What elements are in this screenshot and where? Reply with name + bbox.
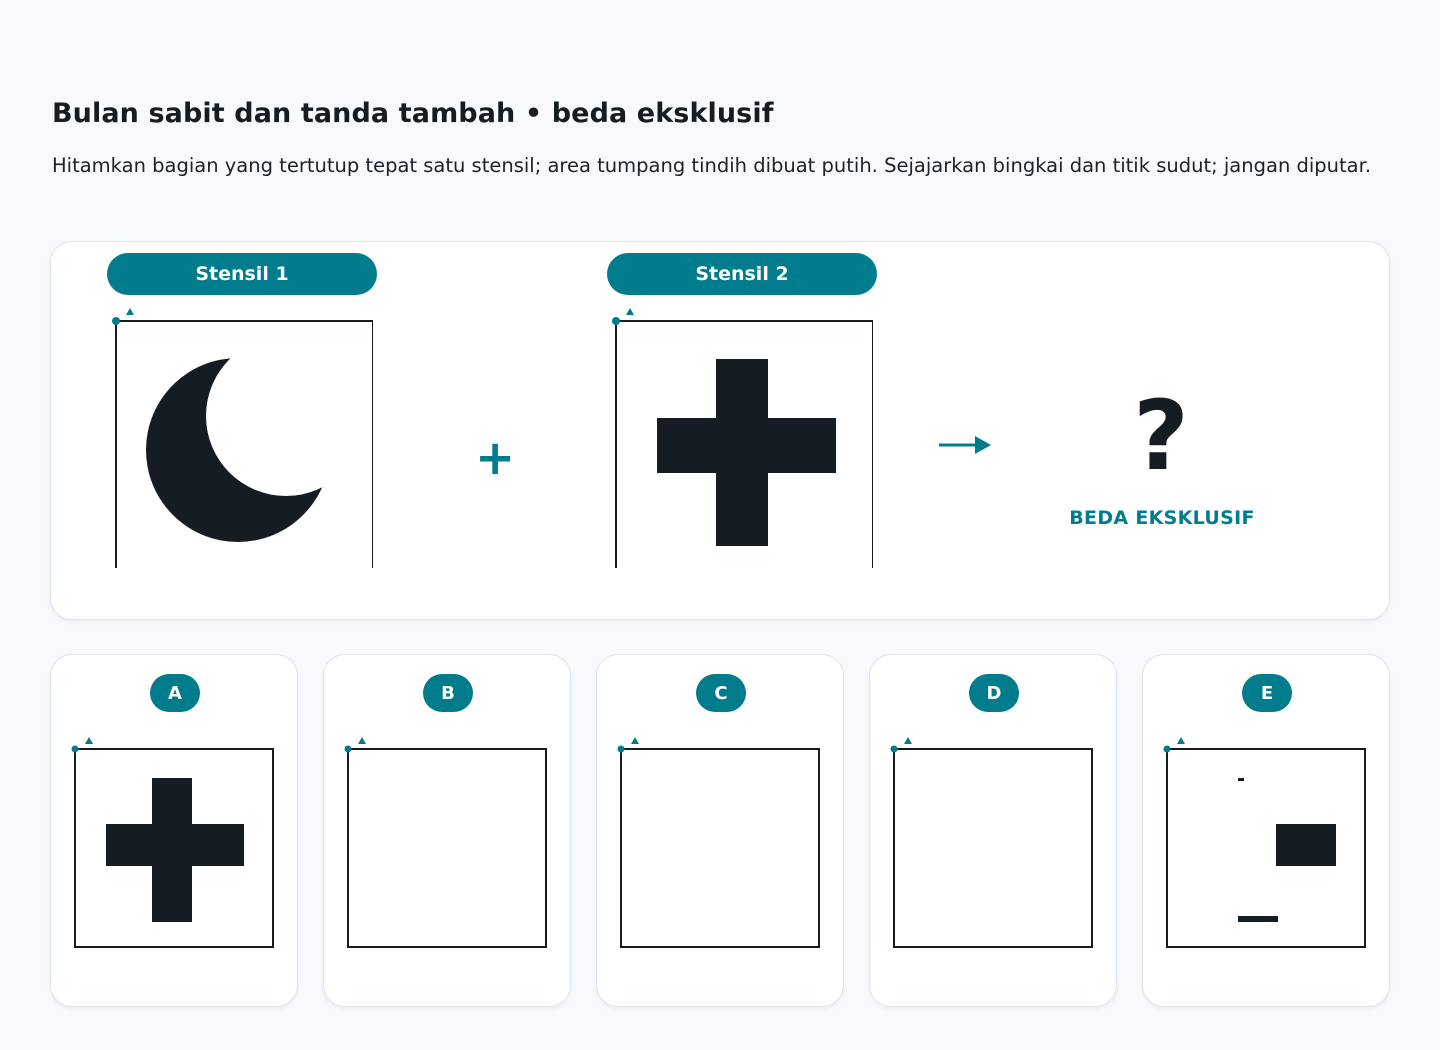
corner-dot-icon bbox=[1164, 746, 1171, 753]
option-a-figure bbox=[69, 737, 275, 949]
answer-option-a[interactable] bbox=[50, 654, 298, 1007]
instructions-text: Hitamkan bagian yang tertutup tepat satu stensil; area tumpang tindih dibuat putih. Sejajarkan bingkai dan titik sudut; jangan diputar. bbox=[52, 154, 1372, 177]
crescent-shape bbox=[109, 304, 373, 568]
orientation-triangle-icon bbox=[358, 737, 366, 744]
answer-option-c[interactable] bbox=[596, 654, 844, 1007]
option-letter-badge: C bbox=[696, 674, 746, 712]
arrow-right-icon bbox=[937, 432, 993, 458]
stencil-2-plus bbox=[609, 304, 873, 568]
stencil-2-label: Stensil 2 bbox=[607, 253, 877, 295]
option-letter-badge: E bbox=[1242, 674, 1292, 712]
option-d-figure bbox=[888, 737, 1094, 949]
corner-dot-icon bbox=[612, 317, 620, 325]
answer-option-d[interactable] bbox=[869, 654, 1117, 1007]
operation-rule-label: BEDA EKSKLUSIF bbox=[1069, 507, 1255, 529]
orientation-triangle-icon bbox=[626, 308, 634, 315]
corner-dot-icon bbox=[112, 317, 120, 325]
answer-option-b[interactable] bbox=[323, 654, 571, 1007]
corner-dot-icon bbox=[345, 746, 352, 753]
option-letter-badge: B bbox=[423, 674, 473, 712]
option-b-figure bbox=[342, 737, 548, 949]
orientation-triangle-icon bbox=[1177, 737, 1185, 744]
plus-horizontal-bar bbox=[657, 418, 836, 473]
corner-dot-icon bbox=[618, 746, 625, 753]
page-title: Bulan sabit dan tanda tambah • beda eksklusif bbox=[52, 98, 774, 129]
answer-option-e[interactable] bbox=[1142, 654, 1390, 1007]
stencil-1-crescent bbox=[109, 304, 373, 568]
option-e-figure bbox=[1161, 737, 1367, 949]
unknown-result-mark: ? bbox=[1133, 380, 1189, 492]
corner-dot-icon bbox=[891, 746, 898, 753]
corner-dot-icon bbox=[72, 746, 79, 753]
option-letter-badge: D bbox=[969, 674, 1019, 712]
option-letter-badge: A bbox=[150, 674, 200, 712]
stencil-1-label: Stensil 1 bbox=[107, 253, 377, 295]
plus-operator: + bbox=[475, 430, 516, 486]
option-c-figure bbox=[615, 737, 821, 949]
